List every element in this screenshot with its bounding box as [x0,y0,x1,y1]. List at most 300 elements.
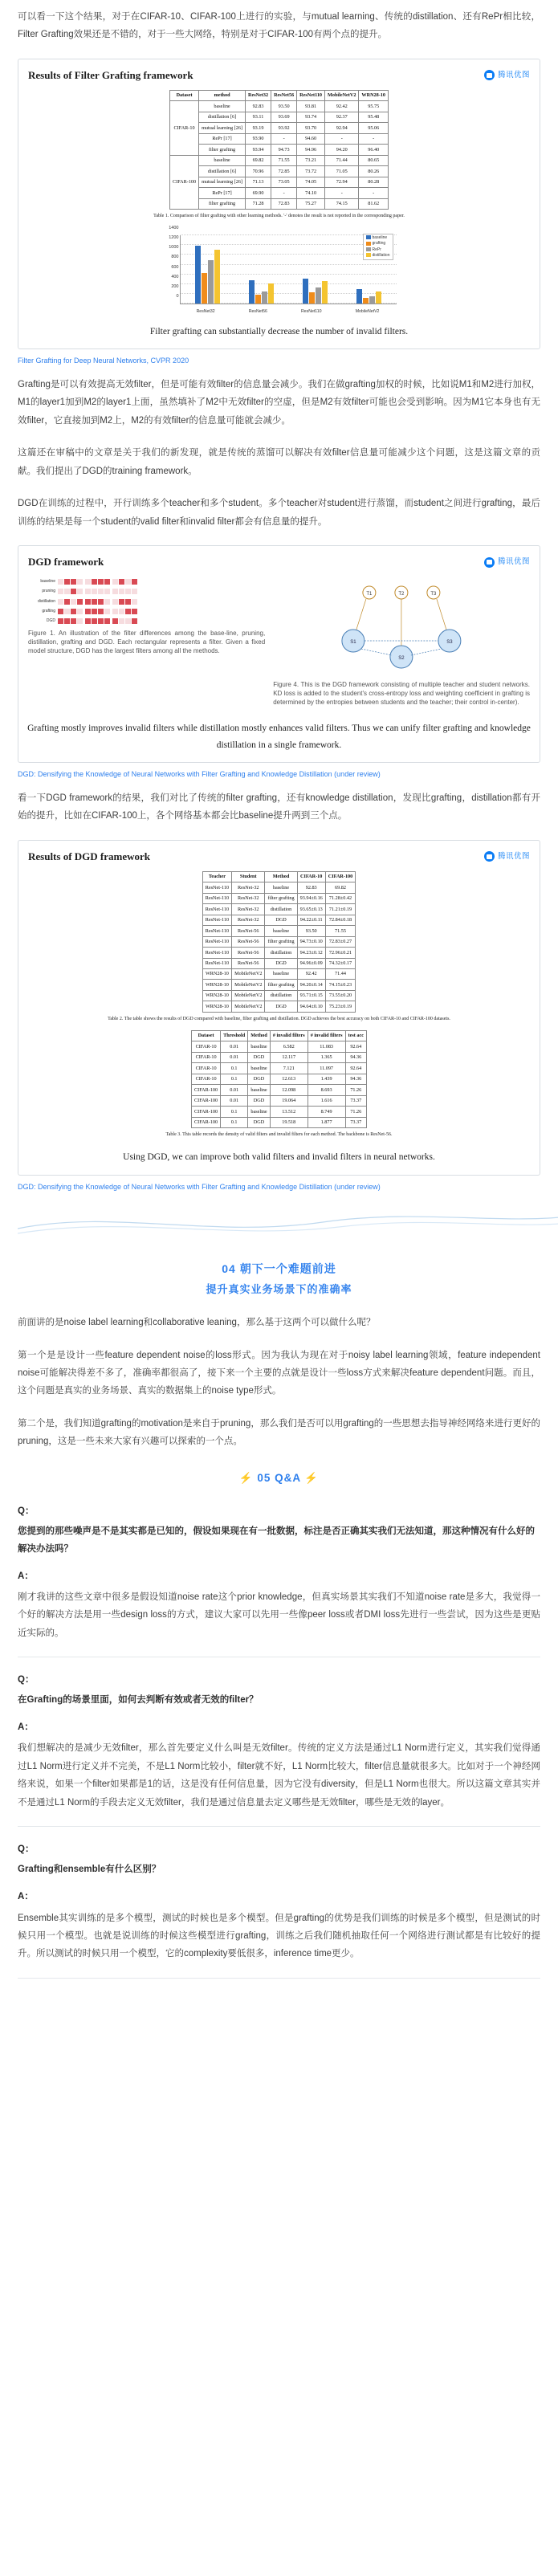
table-row [192,1063,367,1074]
cell-value: 73.05 [271,177,297,187]
table-cell: WRN28-10 [202,980,231,990]
filter-density-row [28,588,265,595]
filter-cell [92,599,97,605]
table-caption: Table 1. Comparison of filter grafting with other learning methods. '-' denotes the result is not reported in the corresponding paper. [153,214,405,219]
chart-legend-item: baseline [366,235,390,241]
table-cell: 71.44 [325,968,355,979]
results-table-container [18,88,540,226]
table-row [192,1052,367,1062]
table-header-row [202,871,356,882]
filter-row-label: baseline [40,579,55,585]
filter-cell [58,618,63,624]
table-cell: 93.50 [297,926,325,936]
cell-value: 93.50 [271,101,297,112]
svg-text:S2: S2 [398,656,405,662]
table-cell: 0.1 [221,1074,248,1084]
answer-text: Ensemble其实训练的是多个模型，测试的时候也是多个模型。但是grafting的优势是我们训练的时候是多个模型，但是测试的时候只用一个模型。也就是说训练的时候这些模型进行grafting，训练之后我们随机抽取任何一个网络进行测试都是有比较好的提升。所以测试的时候只用一个模型，它的complexity要低很多，inference time更少。 [18,1913,540,1959]
cell-value: 80.28 [359,177,389,187]
table-cell: 72.96±0.21 [325,948,355,958]
table-header-cell: Student [232,871,265,882]
chart-y-tick-label: 200 [171,283,179,289]
table-row [192,1117,367,1127]
filter-block [58,589,83,594]
table-row [202,980,356,990]
table-cell: 71.26 [345,1107,366,1117]
filter-cell [77,609,83,614]
filter-density-row [28,608,265,615]
table-cell: ResNet-110 [202,958,231,968]
filter-cell [125,609,131,614]
answer-text: 我们想解决的是减少无效filter，那么首先要定义什么叫是无效filter。传统的定义方法是通过L1 Norm进行定义，其实我们觉得通过L1 Norm进行定义并不完美，不是L1 Norm比较小，filter就不好，L1 Norm比较大，filter信息量就很多大。比如对于一个神经网络来说，如果一个filter如果都是1的话，这是没有任何信息量，因为它没有diversity，但是L1 Norm也很大。所以这篇文章其实并不是通过L1 Norm的手段去定义无效filter，我们是通过信息量去定义哪些是无效filter，哪些是无效的layer。 [18,1743,540,1808]
table-cell: filter grafting [265,893,297,903]
table-cell: ResNet-56 [232,958,265,968]
table-row [202,958,356,968]
table-cell: WRN28-10 [202,968,231,979]
table-header-cell: test acc [345,1030,366,1041]
table-cell: DGD [248,1095,271,1106]
table-cell: CIFAR-100 [192,1117,221,1127]
svg-text:S3: S3 [446,640,453,646]
table-row [170,198,389,209]
table-cell: 0.01 [221,1041,248,1052]
cell-value: 93.74 [297,112,325,122]
dgd-results-tables [18,870,540,1145]
cell-value: 74.15 [325,198,359,209]
cell-value: - [359,133,389,144]
cell-value: 95.48 [359,112,389,122]
filter-cell [98,609,104,614]
filter-block [112,599,137,605]
filter-cell [98,579,104,585]
filter-cell [64,589,70,594]
filter-cell [85,609,91,614]
table-cell: ResNet-56 [232,926,265,936]
chart-x-axis-labels [180,308,397,316]
table-cell: MobileNetV2 [232,980,265,990]
table-cell: CIFAR-10 [192,1052,221,1062]
table-row [202,1001,356,1012]
filter-cell [71,589,76,594]
table-cell: baseline [265,926,297,936]
filter-cell [98,589,104,594]
cell-value: 93.19 [245,123,271,133]
slide-caption: Grafting mostly improves invalid filters while distillation mostly enhances valid filters. Thus we can unify filter grafting and knowledge distillation in a single framework. [27,723,531,750]
cell-value: 94.60 [297,133,325,144]
qa-item [18,1503,540,1657]
table-row [202,904,356,915]
table-header-row [192,1030,367,1041]
slide-filter-grafting-results [18,59,540,350]
chart-y-tick-label: 1400 [169,225,179,230]
table-cell: ResNet-110 [202,915,231,925]
section-04-paragraph-1: 前面讲的是noise label learning和collaborative leaning，那么基于这两个可以做什么呢？ [18,1318,376,1328]
table-cell: DGD [248,1052,271,1062]
table-caption: Table 3. This table records the density of valid filters and invalid filters for each method. The backbone is ResNet-56. [165,1132,393,1138]
table-cell: 73.37 [345,1117,366,1127]
chart-x-tick-label: ResNet110 [301,308,322,314]
table-cell: WRN28-10 [202,990,231,1001]
table-cell: 69.82 [325,882,355,893]
table-cell: DGD [248,1117,271,1127]
chart-bar [369,296,375,304]
filter-block [58,609,83,614]
filter-block [58,579,83,585]
qa-banner-spark-left: ⚡ [238,1471,258,1484]
qa-list [18,1503,540,1979]
table-cell: 19.064 [270,1095,308,1106]
filter-density-row [28,578,265,585]
table-cell: MobileNetV2 [232,1001,265,1012]
cell-dataset: CIFAR-10 [170,101,199,155]
filter-cell [64,599,70,605]
cell-value: 71.55 [271,155,297,165]
table-row [192,1107,367,1117]
filter-row-label: distillation [38,598,55,604]
table-cell: 94.96±0.09 [297,958,325,968]
section-04-banner [18,1259,540,1299]
table-cell: 94.36 [345,1074,366,1084]
table-cell: baseline [265,882,297,893]
table-cell: 8.749 [308,1107,345,1117]
filter-cell [112,599,118,605]
th-resnet110: ResNet110 [297,90,325,100]
table-cell: DGD [248,1074,271,1084]
filter-cell [112,579,118,585]
cell-value: 93.11 [245,112,271,122]
table-row [170,123,389,133]
cell-value: 73.72 [297,166,325,177]
cell-method: RePr [17] [199,133,246,144]
table-row [202,936,356,947]
table-row [202,882,356,893]
filter-cell [125,589,131,594]
filter-density-row [28,598,265,605]
table-cell: CIFAR-10 [192,1041,221,1052]
qa-section-banner [18,1469,540,1489]
cell-method: RePr [17] [199,188,246,198]
cell-value: 93.81 [297,101,325,112]
table-cell: 11.097 [308,1063,345,1074]
slide-header [18,59,540,88]
table-cell: 75.23±0.19 [325,1001,355,1012]
filter-cell [64,579,70,585]
chart-legend [363,234,393,260]
table-cell: filter grafting [265,936,297,947]
filter-cell [58,599,63,605]
filter-block [112,589,137,594]
cell-value: 93.69 [271,112,297,122]
table-cell: ResNet-110 [202,882,231,893]
filter-cell [119,618,124,624]
filter-block [85,609,110,614]
table-cell: ResNet-110 [202,893,231,903]
filter-cell [85,589,91,594]
table-cell: 12.117 [270,1052,308,1062]
chart-y-tick-label: 800 [171,255,179,260]
cell-value: 94.73 [271,145,297,155]
cell-dataset: CIFAR-100 [170,155,199,209]
cell-value: 69.90 [245,188,271,198]
table-cell: 0.01 [221,1052,248,1062]
chart-bar [249,280,255,304]
table-cell: MobileNetV2 [232,990,265,1001]
divider [18,1826,540,1827]
dgd-comparison-table [202,871,356,1013]
th-mobilenetv2: MobileNetV2 [325,90,359,100]
section-04-subtitle: 提升真实业务场景下的准确率 [206,1283,352,1296]
table-row [202,990,356,1001]
table-cell: 93.71±0.15 [297,990,325,1001]
chart-bar [356,289,362,304]
cell-value: 93.70 [297,123,325,133]
filter-cell [112,609,118,614]
table-cell: ResNet-110 [202,936,231,947]
cell-value: 80.26 [359,166,389,177]
cell-value: 80.65 [359,155,389,165]
table-cell: 92.64 [345,1041,366,1052]
slide-dgd-framework [18,545,540,763]
cell-value: - [325,133,359,144]
cell-value: 95.06 [359,123,389,133]
table-cell: 94.20±0.14 [297,980,325,990]
section-04-paragraph-2: 第一个是是设计一些feature dependent noise的loss形式。因为我认为现在对于noisy label learning领域，feature independent noise可能解决得差不多了，准确率都很高了，接下来一个主要的点就是设计一些loss方式来解决feature dependent问题。而且，这个问题是真实的业务场景、真实的数据集上的noise type形式。 [18,1350,540,1396]
table-header-cell: Teacher [202,871,231,882]
qa-item [18,1841,540,1979]
filter-cell [132,618,137,624]
chart-legend-item: grafting [366,241,390,247]
table-cell: 73.37 [345,1095,366,1106]
svg-text:T1: T1 [366,592,373,597]
cell-method: baseline [199,101,246,112]
answer-label: A： [18,1571,34,1581]
table-cell: 1.877 [308,1117,345,1127]
cell-value: - [325,188,359,198]
table-row [192,1074,367,1084]
intro-paragraph-1: 可以看一下这个结果，对于在CIFAR-10、CIFAR-100上进行的实验，与mutual learning、传统的distillation、还有RePr相比较，Filter Grafting效果还是不错的，对于一些大网络，特别是对于CIFAR-100有两个点的提升。 [18,12,540,40]
slide-caption: Filter grafting can substantially decrease the number of invalid filters. [149,327,409,337]
cell-value: 72.85 [271,166,297,177]
filter-cell [92,589,97,594]
table-cell: ResNet-110 [202,948,231,958]
intro-paragraph-3: 这篇还在审稿中的文章是关于我们的新发现，就是传统的蒸馏可以解决有效filter信息量可能减少这个问题，这是这篇文章的贡献。我们提出了DGD的training framework。 [18,448,540,476]
cell-value: 93.90 [245,133,271,144]
table-cell: 19.518 [270,1117,308,1127]
table-cell: CIFAR-100 [192,1107,221,1117]
chart-bar-group [356,289,381,304]
slide-caption: Using DGD, we can improve both valid filters and invalid filters in neural networks. [123,1152,435,1163]
chart-bar [268,283,274,304]
table-cell: baseline [248,1085,271,1095]
table-row [170,145,389,155]
filter-row-label: grafting [42,608,55,613]
filter-cell [112,618,118,624]
chart-y-tick-label: 1000 [169,245,179,251]
table-cell: 13.512 [270,1107,308,1117]
cell-value: 72.94 [325,177,359,187]
filter-cell [58,579,63,585]
invalid-filter-chart-container [18,225,540,319]
slide-title: DGD framework [28,556,104,568]
cell-method: mutual learning [26] [199,123,246,133]
filter-cell [104,599,110,605]
cell-value: 70.96 [245,166,271,177]
table-header-cell: Method [248,1030,271,1041]
table-cell: CIFAR-100 [192,1095,221,1106]
table-row [170,188,389,198]
table-cell: distillation [265,990,297,1001]
section-04-paragraph-3: 第二个是，我们知道grafting的motivation是来自于pruning，那么我们是否可以用grafting的一些思想去指导神经网络来进行更好的pruning，这是一些未来大家有兴趣可以探索的一个点。 [18,1418,540,1447]
table-cell: 1.616 [308,1095,345,1106]
table-cell: 94.22±0.11 [297,915,325,925]
table-cell: baseline [248,1041,271,1052]
table-cell: 12.613 [270,1074,308,1084]
table-cell: 92.83 [297,882,325,893]
filter-block [112,609,137,614]
table-cell: 0.1 [221,1107,248,1117]
cell-value: 71.44 [325,155,359,165]
filter-cell [92,618,97,624]
table-cell: MobileNetV2 [232,968,265,979]
table-cell: 1.365 [308,1052,345,1062]
chart-bar [363,298,369,304]
question-label: Q： [18,1675,35,1685]
brand-logo [484,850,530,864]
dgd-invalid-filter-table [191,1030,367,1128]
chart-bar [262,291,267,304]
table-cell: ResNet-32 [232,904,265,915]
cell-value: - [359,188,389,198]
table-cell: 72.83±0.27 [325,936,355,947]
cell-value: 74.05 [297,177,325,187]
th-dataset: Dataset [170,90,199,100]
table-cell: baseline [265,968,297,979]
filter-cell [112,589,118,594]
filter-row-label: pruning [42,589,55,594]
filter-cell [77,579,83,585]
cell-value: 95.75 [359,101,389,112]
intro-paragraph-5: 看一下DGD framework的结果，我们对比了传统的filter grafting，还有knowledge distillation，发现比grafting，distillation都有开始的提升，比如在CIFAR-100上，各个网络基本都会比baseline提升两到三个点。 [18,793,540,821]
table-header-cell: Method [265,871,297,882]
table-cell: CIFAR-10 [192,1074,221,1084]
chart-x-tick-label: MobileNetV2 [355,308,380,314]
cell-value: 93.94 [245,145,271,155]
table-cell: baseline [248,1107,271,1117]
th-resnet56: ResNet56 [271,90,297,100]
table-header-cell: Dataset [192,1030,221,1041]
chart-bar [202,273,207,304]
slide-source-link[interactable]: DGD: Densifying the Knowledge of Neural Networks with Filter Grafting and Knowledge Distillation (under review) [18,1182,381,1191]
question-text: 您提到的那些噪声是不是其实都是已知的，假设如果现在有一批数据，标注是否正确其实我们无法知道，那这种情况有什么好的解决办法吗？ [18,1526,535,1554]
table-cell: ResNet-110 [202,926,231,936]
cell-value: 92.83 [245,101,271,112]
table-row [202,915,356,925]
filter-cell [104,609,110,614]
slide-header [18,546,540,575]
filter-cell [119,609,124,614]
cell-method: filter grafting [199,145,246,155]
table-header-cell: Threshold [221,1030,248,1041]
filter-cell [119,589,124,594]
answer-label: A： [18,1722,34,1733]
chart-bar [214,250,220,304]
filter-cell [132,579,137,585]
table-row [202,968,356,979]
table-cell: 92.42 [297,968,325,979]
cell-value: 94.20 [325,145,359,155]
table-header-cell: # invalid filters [270,1030,308,1041]
table-cell: 0.01 [221,1095,248,1106]
cell-value: - [271,133,297,144]
table-row [170,133,389,144]
slide-title: Results of DGD framework [28,850,151,862]
filter-density-grid [28,578,265,625]
table-cell: 71.55 [325,926,355,936]
table-cell: 93.94±0.16 [297,893,325,903]
table-cell: CIFAR-100 [192,1085,221,1095]
filter-cell [85,579,91,585]
chart-bar [376,291,381,304]
table-row [170,101,389,112]
table-row [192,1095,367,1106]
filter-cell [98,618,104,624]
chart-y-tick-label: 1200 [169,235,179,241]
table-row [192,1041,367,1052]
table-row [202,926,356,936]
chart-bar [303,279,308,304]
filter-cell [132,609,137,614]
cell-value: 69.82 [245,155,271,165]
table-cell: 0.1 [221,1117,248,1127]
dgd-figure-2 [273,578,530,707]
filter-cell [71,609,76,614]
table-cell: 74.15±0.23 [325,980,355,990]
table-cell: filter grafting [265,980,297,990]
table-cell: 71.21±0.19 [325,904,355,915]
table-row [170,166,389,177]
table-cell: 73.55±0.20 [325,990,355,1001]
table-cell: 6.582 [270,1041,308,1052]
filter-cell [125,618,131,624]
brand-logo [484,555,530,569]
cell-value: 93.92 [271,123,297,133]
cell-value: - [271,188,297,198]
table-cell: 71.26 [345,1085,366,1095]
answer-text: 刚才我讲的这些文章中很多是假设知道noise rate这个prior knowledge，但真实场景其实我们不知道noise rate是多大，我觉得一个好的解决方法是用一些design loss的方式，建议大家可以先用一些像peer loss或者DMI loss先进行一些尝试，因为这些是更贴近实际的。 [18,1592,540,1638]
filter-cell [71,579,76,585]
qa-banner-spark-right: ⚡ [304,1471,320,1484]
svg-text:T3: T3 [430,592,437,597]
table-cell: 71.28±0.42 [325,893,355,903]
cell-value: 92.42 [325,101,359,112]
figure-2-note: Figure 4. This is the DGD framework consisting of multiple teacher and student networks. KD loss is added to the student's cross-entropy loss and weighting coefficient in grafting is determined by the entropies between students and the teacher; their control in-center). [273,681,530,706]
dgd-network-diagram [273,578,530,675]
table-cell: 72.84±0.18 [325,915,355,925]
filter-block [112,618,137,624]
filter-cell [119,599,124,605]
chart-y-tick-label: 0 [176,293,179,299]
slide-source-link[interactable]: DGD: Densifying the Knowledge of Neural Networks with Filter Grafting and Knowledge Distillation (under review) [18,770,381,779]
table-header-cell: CIFAR-100 [325,871,355,882]
table-cell: DGD [265,958,297,968]
table-row [170,155,389,165]
brand-text: 腾讯优图 [497,71,530,80]
question-text: 在Grafting的场景里面，如何去判断有效或者无效的filter？ [18,1695,259,1706]
slide-source-link[interactable]: Filter Grafting for Deep Neural Networks, CVPR 2020 [18,357,189,365]
filter-cell [77,599,83,605]
filter-density-row [28,618,265,625]
table-header-cell: # invalid filters [308,1030,345,1041]
question-text: Grafting和ensemble有什么区别？ [18,1865,161,1875]
